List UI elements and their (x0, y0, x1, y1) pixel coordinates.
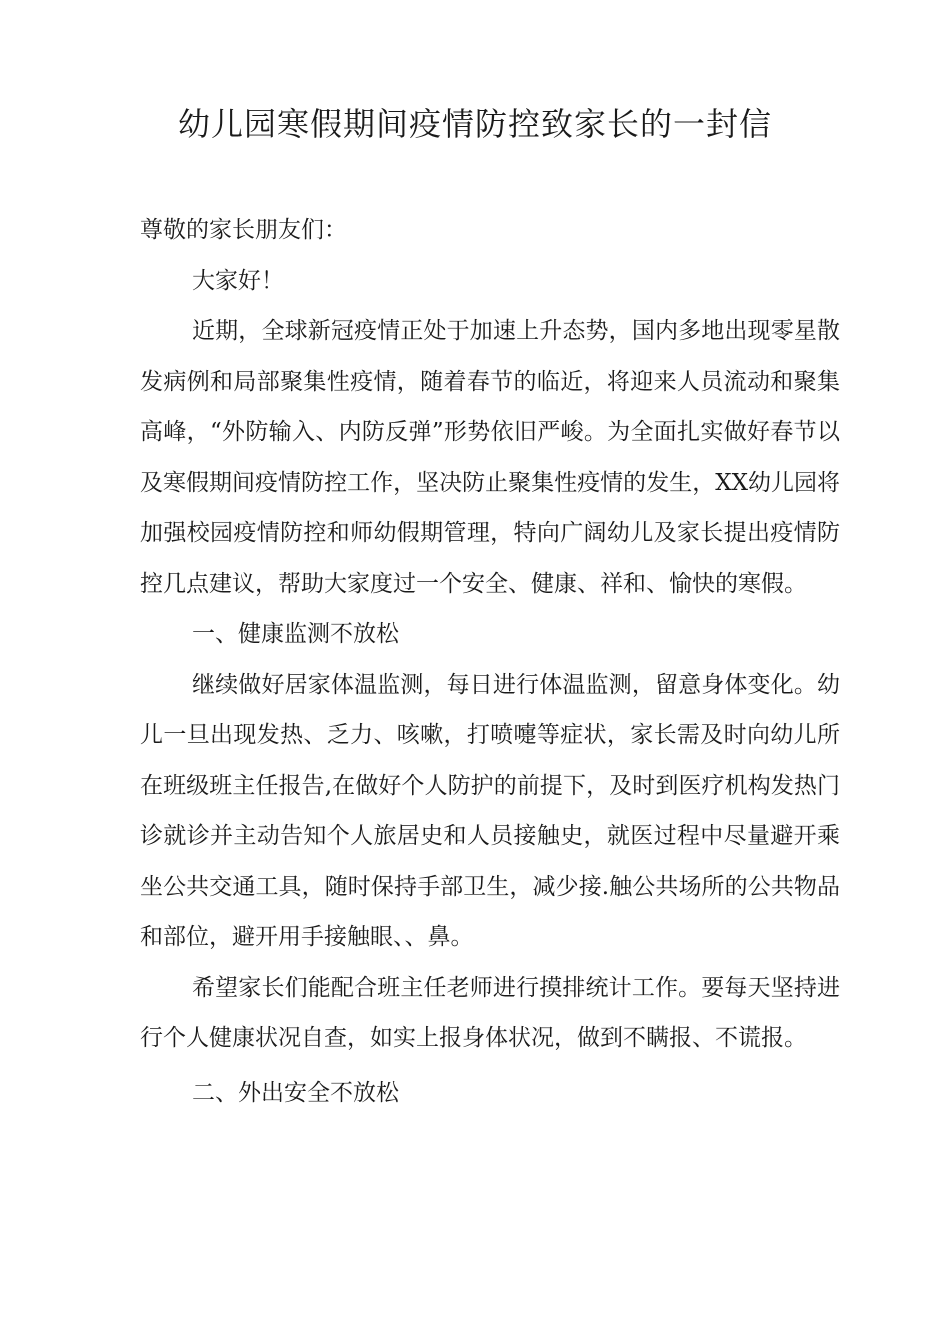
salutation: 尊敬的家长朋友们： (140, 217, 347, 243)
section-1-heading: 一、健康监测不放松 (192, 621, 399, 647)
section-2-heading: 二、外出安全不放松 (192, 1079, 399, 1106)
section-1-paragraph-1: 继续做好居家体温监测，每日进行体温监测，留意身体变化。幼儿一旦出现发热、乏力、咳嗽，打喷嚏等症状，家长需及时向幼儿所在班级班主任报告,在做好个人防护的前提下，及时到医疗机构发热门诊就诊并主动告知个人旅居史和人员接触史，就医过程中尽量避开乘坐公共交通工具，随时保持手部卫生，减少接.触公共场所的公共物品和部位，避开用手接触眼、、鼻。 (140, 671, 840, 950)
greeting: 大家好！ (192, 267, 284, 294)
intro-paragraph: 近期，全球新冠疫情正处于加速上升态势，国内多地出现零星散发病例和局部聚集性疫情，随着春节的临近，将迎来人员流动和聚集高峰，“外防输入、内防反弹”形势依旧严峻。为全面扎实做好春节以及寒假期间疫情防控工作，坚决防止聚集性疫情的发生，XX幼儿园将加强校园疫情防控和师幼假期管理，特向广阔幼儿及家长提出疫情防控几点建议，帮助大家度过一个安全、健康、祥和、愉快的寒假。 (140, 318, 840, 597)
document-title: 幼儿园寒假期间疫情防控致家长的一封信 (177, 105, 772, 143)
document-body (140, 205, 840, 1118)
section-1-paragraph-2: 希望家长们能配合班主任老师进行摸排统计工作。要每天坚持进行个人健康状况自查，如实上报身体状况，做到不瞒报、不谎报。 (140, 974, 840, 1051)
